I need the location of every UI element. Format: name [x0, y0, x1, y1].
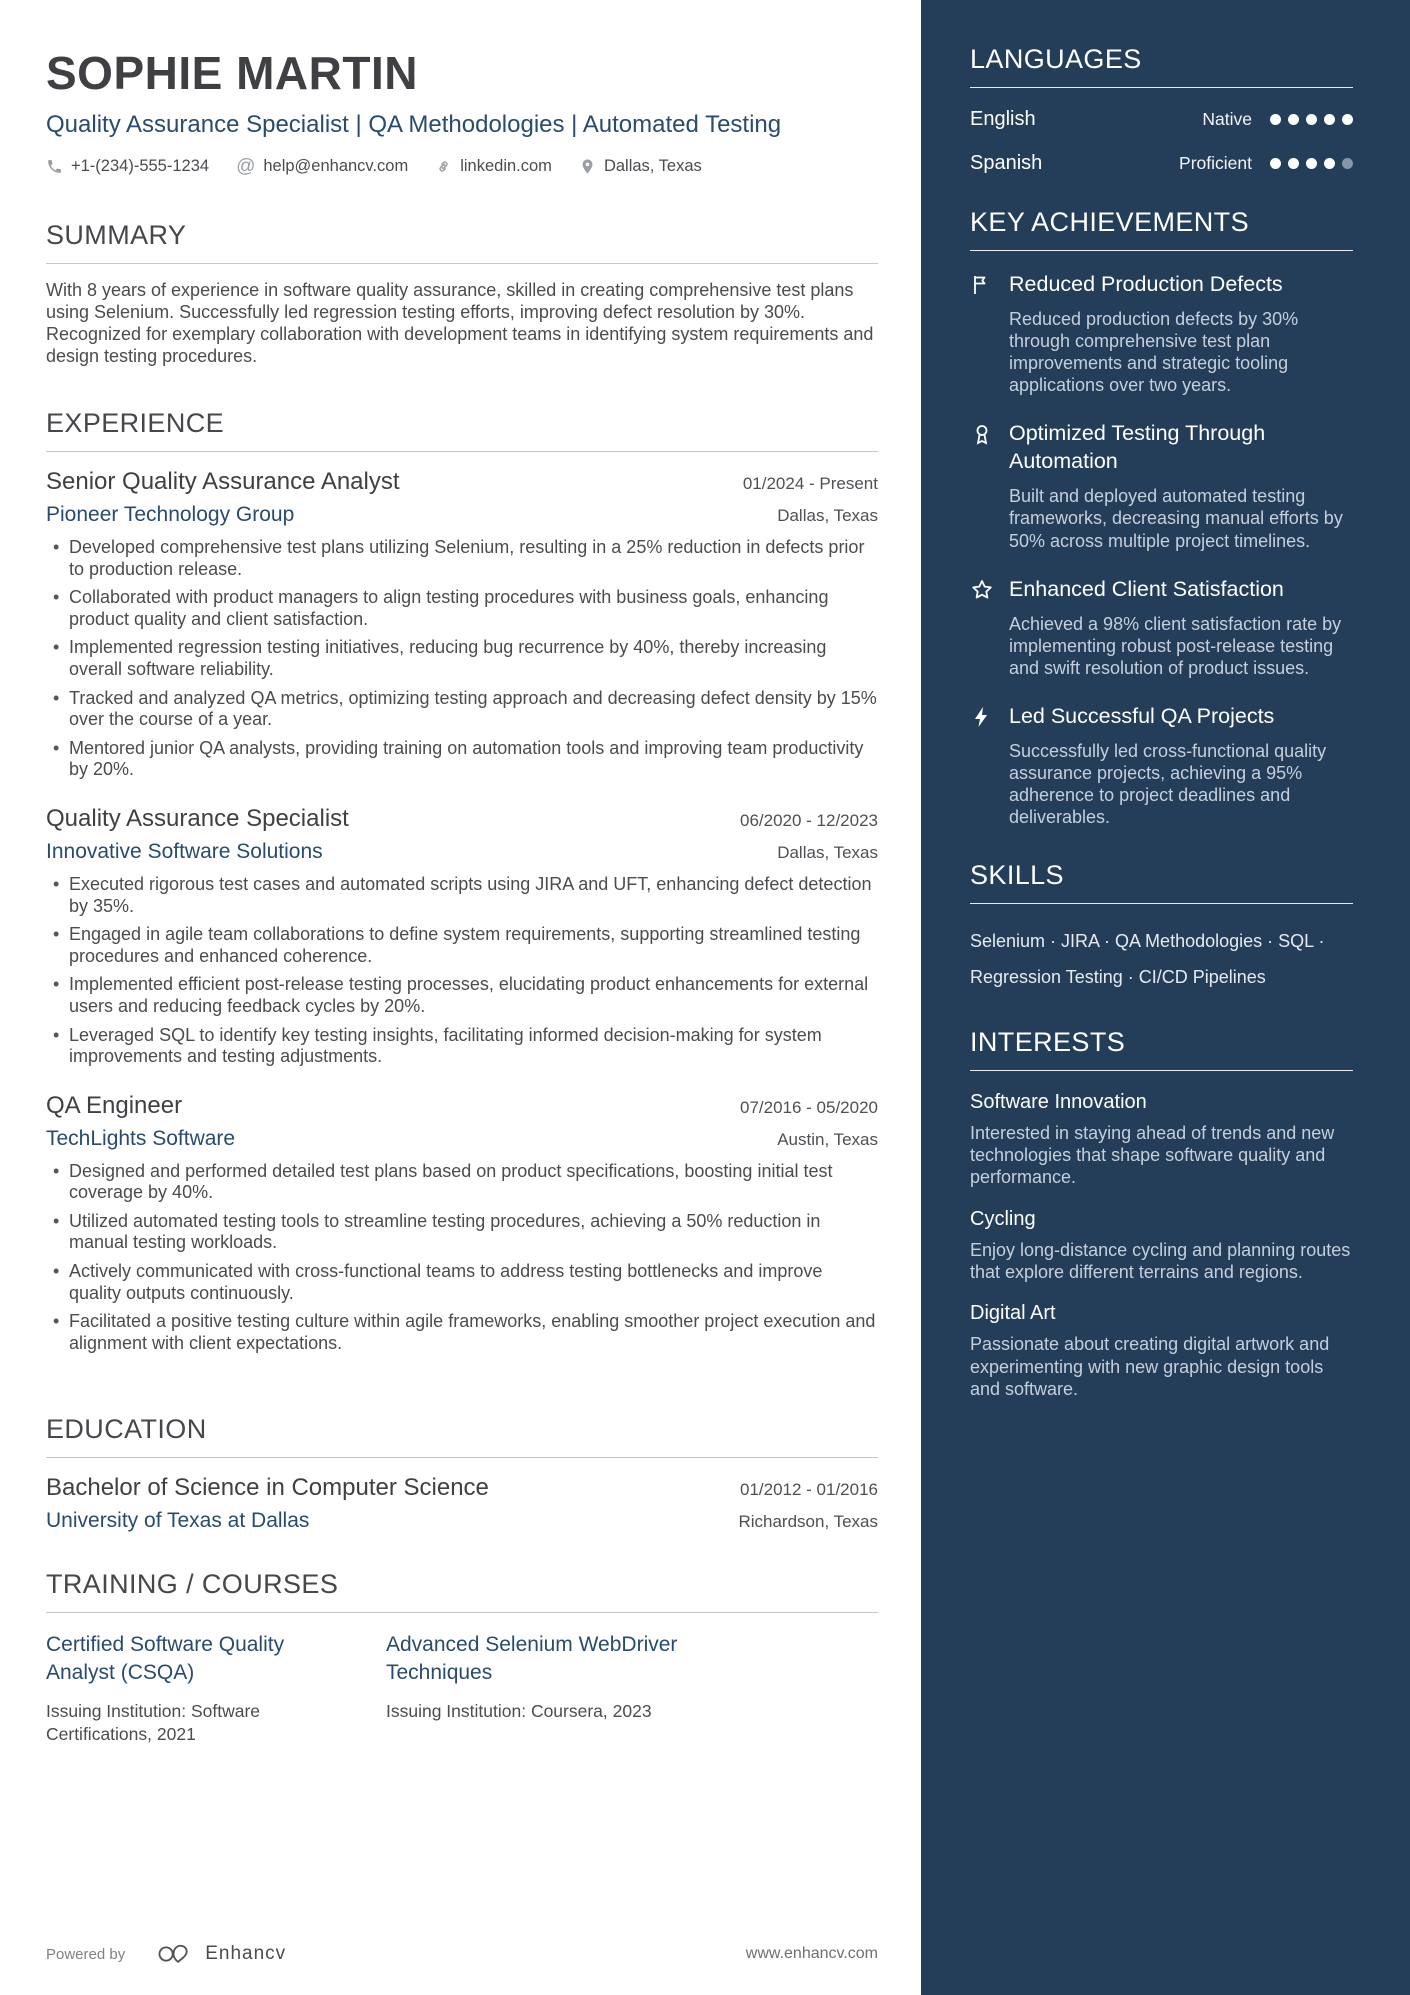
sidebar [921, 0, 1410, 1995]
training-heading: TRAINING / COURSES [46, 1569, 878, 1613]
proficiency-dot [1342, 114, 1353, 125]
proficiency-dot [1306, 114, 1317, 125]
contact-item[interactable] [579, 157, 702, 176]
languages-heading: LANGUAGES [970, 44, 1353, 88]
language-row [970, 152, 1353, 175]
job-location: Dallas, Texas [777, 506, 878, 525]
bullet: • Utilized automated testing tools to streamline testing procedures, achieving a 50% reduction in manual testing workloads. [46, 1211, 878, 1254]
site-link[interactable]: www.enhancv.com [745, 1945, 878, 1962]
brand-name: Enhancv [205, 1943, 287, 1964]
languages-section [970, 44, 1353, 175]
job-bullets [46, 1161, 878, 1355]
course-list [46, 1629, 878, 1745]
skills-list: Selenium · JIRA · QA Methodologies · SQL · Regression Testing · CI/CD Pipelines [970, 931, 1325, 987]
bullet: • Facilitated a positive testing culture within agile frameworks, enabling smoother project execution and alignment with client expectations. [46, 1311, 878, 1354]
interest-entry [970, 1302, 1353, 1400]
interest-text: Passionate about creating digital artwork and experimenting with new graphic design tools and software. [970, 1334, 1330, 1399]
contact-item[interactable] [46, 157, 209, 176]
location-icon [579, 158, 596, 175]
job-company: Pioneer Technology Group [46, 503, 295, 526]
job-dates: 07/2016 - 05/2020 [739, 1097, 878, 1117]
proficiency-dot [1324, 158, 1335, 169]
bullet: • Developed comprehensive test plans utilizing Selenium, resulting in a 25% reduction in defects prior to production release. [46, 537, 878, 580]
achievement-title: Reduced Production Defects [1009, 272, 1283, 296]
proficiency-dots [1270, 158, 1353, 169]
experience-heading: EXPERIENCE [46, 408, 878, 452]
course-institution: Issuing Institution: Coursera, 2023 [386, 1700, 652, 1721]
education-heading: EDUCATION [46, 1414, 878, 1458]
interest-title: Cycling [970, 1207, 1036, 1230]
bullet: • Collaborated with product managers to align testing procedures with business goals, enhancing product quality and client satisfaction. [46, 587, 878, 630]
achievement-text: Reduced production defects by 30% through comprehensive test plan improvements and strategic tooling applications over two years. [1009, 308, 1299, 396]
bolt-icon [970, 703, 996, 828]
degree: Bachelor of Science in Computer Science [46, 1474, 489, 1502]
job-dates: 01/2024 - Present [742, 474, 878, 493]
language-name: English [970, 108, 1036, 130]
achievements-section [970, 207, 1353, 828]
achievement-entry [970, 576, 1353, 679]
job-dates: 06/2020 - 12/2023 [739, 810, 878, 830]
interest-title: Digital Art [970, 1302, 1056, 1325]
achievement-entry [970, 271, 1353, 396]
course-institution: Issuing Institution: Software Certifications, 2021 [46, 1700, 260, 1744]
language-row [970, 108, 1353, 131]
job-company: TechLights Software [46, 1126, 236, 1150]
school: University of Texas at Dallas [46, 1509, 310, 1533]
star-icon [970, 576, 996, 679]
bullet: • Tracked and analyzed QA metrics, optimizing testing approach and decreasing defect density by 15% over the course of a year. [46, 688, 878, 731]
bullet: • Leveraged SQL to identify key testing insights, facilitating informed decision-making for system improvements and testing adjustments. [46, 1025, 878, 1068]
proficiency-dot [1342, 158, 1353, 169]
summary-text: With 8 years of experience in software quality assurance, skilled in creating comprehensive test plans using Selenium. Successfully led regression testing efforts, improving defect resolution by 30%. Recognized for exemplary collaboration with development teams in identifying system requirements and design testing procedures. [46, 280, 874, 367]
achievements-heading: KEY ACHIEVEMENTS [970, 207, 1353, 251]
education-location: Richardson, Texas [738, 1512, 878, 1532]
language-name: Spanish [970, 152, 1043, 174]
interests-heading: INTERESTS [970, 1027, 1353, 1071]
bullet: • Mentored junior QA analysts, providing training on automation tools and improving team productivity by 20%. [46, 738, 878, 781]
header [46, 46, 878, 176]
contact-row [46, 157, 878, 176]
proficiency-dot [1324, 114, 1335, 125]
job-title: Senior Quality Assurance Analyst [46, 468, 400, 495]
training-section [46, 1569, 878, 1745]
job-location: Austin, Texas [777, 1129, 878, 1149]
proficiency-dot [1306, 158, 1317, 169]
contact-text: +1-(234)-555-1234 [71, 157, 210, 176]
footer [46, 1919, 878, 1965]
bullet: • Implemented efficient post-release testing processes, elucidating product enhancements for external users and reducing feedback cycles by 20%. [46, 974, 878, 1017]
summary-section [46, 220, 878, 368]
bullet: • Engaged in agile team collaborations to define system requirements, supporting streamlined testing procedures and enhanced coherence. [46, 924, 878, 967]
job-title: Quality Assurance Specialist [46, 804, 349, 832]
achievement-entry [970, 703, 1353, 828]
job-entry [46, 805, 878, 1068]
achievement-text: Achieved a 98% client satisfaction rate by implementing robust post-release testing and swift resolution of product issues. [1009, 613, 1342, 678]
achievement-entry [970, 420, 1353, 551]
phone-icon [46, 158, 63, 175]
at-icon: @ [236, 156, 256, 178]
contact-text: help@enhancv.com [263, 157, 409, 176]
interest-list [970, 1091, 1353, 1401]
flag-icon [970, 271, 996, 396]
proficiency-dot [1288, 158, 1299, 169]
link-icon [435, 158, 452, 175]
headline: Quality Assurance Specialist | QA Methodologies | Automated Testing [46, 111, 782, 138]
interest-text: Interested in staying ahead of trends and new technologies that shape software quality and performance. [970, 1122, 1335, 1188]
person-name: SOPHIE MARTIN [46, 47, 418, 99]
contact-text: Dallas, Texas [603, 157, 702, 176]
bullet: • Actively communicated with cross-functional teams to address testing bottlenecks and improve quality outputs continuously. [46, 1261, 878, 1304]
powered-by-label: Powered by [46, 1945, 126, 1963]
interest-entry [970, 1091, 1353, 1189]
job-location: Dallas, Texas [777, 842, 878, 862]
bullet: • Executed rigorous test cases and automated scripts using JIRA and UFT, enhancing defect detection by 35%. [46, 874, 878, 917]
interests-section [970, 1027, 1353, 1401]
job-entry [46, 468, 878, 781]
enhancv-logo-icon[interactable] [157, 1943, 195, 1965]
job-list [46, 468, 878, 1354]
achievement-text: Built and deployed automated testing frameworks, decreasing manual efforts by 50% across multiple project timelines. [1009, 486, 1343, 551]
achievement-title: Optimized Testing Through Automation [1009, 421, 1266, 474]
job-title: QA Engineer [46, 1091, 183, 1119]
contact-item[interactable] [236, 157, 408, 176]
job-bullets [46, 537, 878, 781]
language-list [970, 108, 1353, 175]
course-title: Advanced Selenium WebDriver Techniques [386, 1633, 678, 1685]
contact-item[interactable] [435, 157, 552, 176]
achievement-list [970, 271, 1353, 828]
language-level: Proficient [1179, 153, 1252, 173]
interest-entry [970, 1208, 1353, 1284]
job-bullets [46, 874, 878, 1068]
interest-title: Software Innovation [970, 1090, 1147, 1113]
course-title: Certified Software Quality Analyst (CSQA) [46, 1633, 285, 1685]
experience-section [46, 408, 878, 1378]
skills-section [970, 860, 1353, 994]
bullet: • Designed and performed detailed test plans based on product specifications, boosting initial test coverage by 40%. [46, 1161, 878, 1204]
contact-text: linkedin.com [460, 157, 552, 176]
skills-heading: SKILLS [970, 860, 1353, 904]
course-entry [386, 1629, 726, 1745]
proficiency-dots [1270, 114, 1353, 125]
bullet: • Implemented regression testing initiatives, reducing bug recurrence by 40%, thereby increasing overall software reliability. [46, 637, 878, 680]
course-entry [46, 1629, 386, 1745]
language-level: Native [1202, 109, 1252, 129]
job-entry [46, 1092, 878, 1355]
proficiency-dot [1270, 158, 1281, 169]
job-company: Innovative Software Solutions [46, 839, 323, 863]
education-section [46, 1414, 878, 1533]
interest-text: Enjoy long-distance cycling and planning routes that explore different terrains and regions. [970, 1239, 1351, 1282]
medal-icon [970, 420, 996, 551]
summary-heading: SUMMARY [46, 220, 878, 264]
proficiency-dot [1288, 114, 1299, 125]
achievement-title: Enhanced Client Satisfaction [1009, 576, 1284, 601]
achievement-text: Successfully led cross-functional quality assurance projects, achieving a 95% adherence to project deadlines and deliverables. [1009, 740, 1327, 828]
proficiency-dot [1270, 114, 1281, 125]
achievement-title: Led Successful QA Projects [1009, 704, 1275, 728]
education-dates: 01/2012 - 01/2016 [739, 1480, 878, 1500]
